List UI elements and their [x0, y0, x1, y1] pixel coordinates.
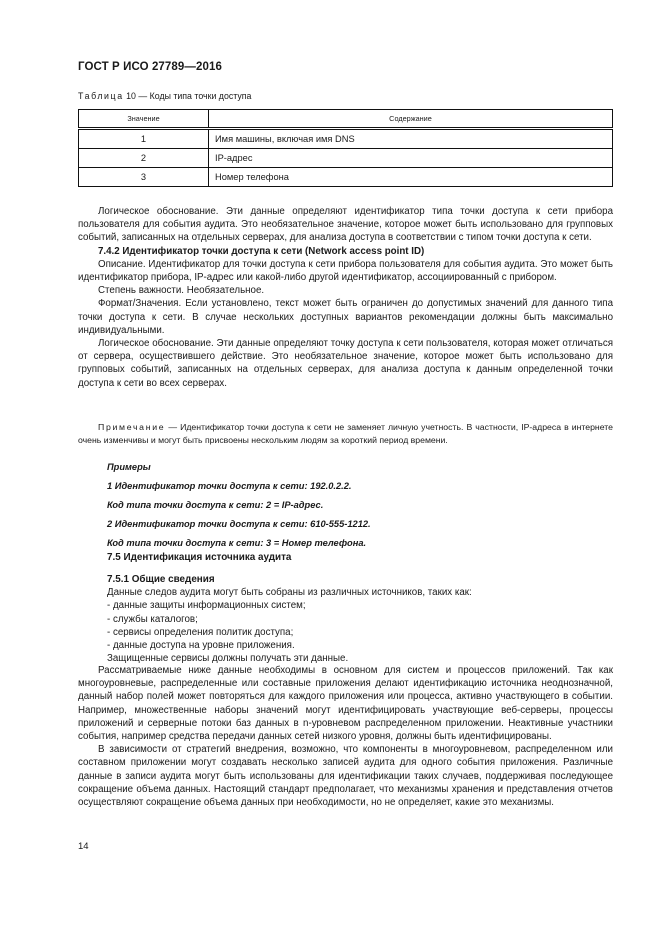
example-line: 1 Идентификатор точки доступа к сети: 192.0.2.2. [107, 481, 352, 491]
example-line: Код типа точки доступа к сети: 3 = Номер телефона. [107, 538, 367, 548]
column-header-content: Содержание [209, 110, 613, 129]
list-item: - службы каталогов; [107, 613, 198, 625]
cell-value: 2 [79, 149, 209, 168]
examples-title: Примеры [107, 462, 151, 472]
rationale-paragraph: Логическое обоснование. Эти данные определяют идентификатор типа точки доступа к сети прибора пользователя для события аудита. Это необязательное значение, которое может быть использовано для групповых событий, записанных на отдельных серверах, для анализа доступа в соответствии с типом точки доступа к сети. [78, 206, 613, 244]
list-item: - данные защиты информационных систем; [107, 600, 306, 612]
table-row [79, 149, 613, 168]
examples-block [78, 458, 642, 553]
column-header-value: Значение [79, 110, 209, 129]
table-caption-label: Таблица [78, 91, 124, 101]
rationale-paragraph-2: Логическое обоснование. Эти данные определяют точку доступа к сети пользователя, которая может отличаться от сервера, осуществившего действие. Это необязательное значение, которое может быть использовано для групповых событий, записанных на отдельных серверах, для анализа доступа к данным определенной точки доступа к сети во всех серверах. [78, 338, 613, 389]
note-paragraph [78, 421, 613, 446]
example-line: Код типа точки доступа к сети: 2 = IP-адрес. [107, 500, 324, 510]
source-list [107, 599, 613, 652]
paragraph-2: В зависимости от стратегий внедрения, возможно, что компоненты в многоуровневом, распределенном или составном приложении могут создавать несколько записей аудита для одного события приложения. Различные данные в записи аудита могут быть использованы для идентификации таких случаев, поддерживая последующее сокращение объема данных. Настоящий стандарт предполагает, что механизмы хранения и представления отчетов осуществляют сокращение объема данных при необходимости, но не определяет, какие это механизмы. [78, 744, 613, 809]
section-heading-7-4-2: 7.4.2 Идентификатор точки доступа к сети (Network access point ID) [98, 245, 425, 257]
note-block [78, 421, 613, 446]
standard-title: ГОСТ Р ИСО 27789—2016 [78, 61, 223, 73]
example-line: 2 Идентификатор точки доступа к сети: 610-555-1212. [107, 519, 371, 529]
table-caption-text: 10 — Коды типа точки доступа [126, 91, 252, 101]
note-text: — Идентификатор точки доступа к сети не заменяет личную учетность. В частности, IP-адреса в интернете очень изменчивы и могут быть присвоены нескольким людям за короткий период времени. [78, 422, 613, 445]
access-point-type-codes-table [78, 109, 613, 187]
intro-line: Данные следов аудита могут быть собраны из различных источников, таких как: [107, 587, 472, 599]
list-item: - сервисы определения политик доступа; [107, 626, 294, 638]
cell-content: Номер телефона [209, 168, 613, 187]
note-label: Примечание [98, 422, 166, 432]
cell-value: 1 [79, 129, 209, 149]
cell-content: Имя машины, включая имя DNS [209, 129, 613, 149]
page-number: 14 [78, 841, 89, 852]
cell-value: 3 [79, 168, 209, 187]
paragraph-1: Рассматриваемые ниже данные необходимы в основном для систем и процессов приложений. Так как многоуровневые, распределенные или составные приложения делают идентификацию источника неоднозначной, данный набор полей может повторяться для каждого приложения или процесса, активно участвующего в событии. Например, множественные наборы значений могут идентифицировать участвующие веб-серверы, процессы приложений и серверные потоки баз данных в n-уровневом распределенном приложении. Неактивные участники события, например средства передачи данных сетей низкого уровня, должны быть идентифицированы. [78, 665, 613, 743]
cell-content: IP-адрес [209, 149, 613, 168]
after-list-line: Защищенные сервисы должны получать эти данные. [107, 653, 349, 665]
section-heading-7-5: 7.5 Идентификация источника аудита [107, 552, 292, 563]
table-row [79, 168, 613, 187]
section-heading-7-5-1: 7.5.1 Общие сведения [107, 574, 215, 585]
table-caption [78, 91, 251, 101]
description-paragraph: Описание. Идентификатор для точки доступа к сети прибора пользователя для события аудита. Это может быть идентификатор прибора, IP-адрес или какой-либо другой идентификатор, ассоциированный с прибором. [78, 258, 613, 284]
table-row [79, 129, 613, 149]
section-7-4-body [78, 205, 613, 390]
importance-paragraph: Степень важности. Необязательное. [98, 285, 265, 297]
section-7-5-heading [107, 551, 613, 564]
format-paragraph: Формат/Значения. Если установлено, текст может быть ограничен до допустимых значений для данного типа точки доступа к сети. В случае нескольких доступных вариантов рекомендации должны быть максимально индивидуальными. [78, 298, 613, 336]
section-7-5-1 [107, 573, 613, 665]
section-7-5-1-body [78, 664, 613, 809]
table-header-row [79, 110, 613, 129]
list-item: - данные доступа на уровне приложения. [107, 640, 295, 652]
